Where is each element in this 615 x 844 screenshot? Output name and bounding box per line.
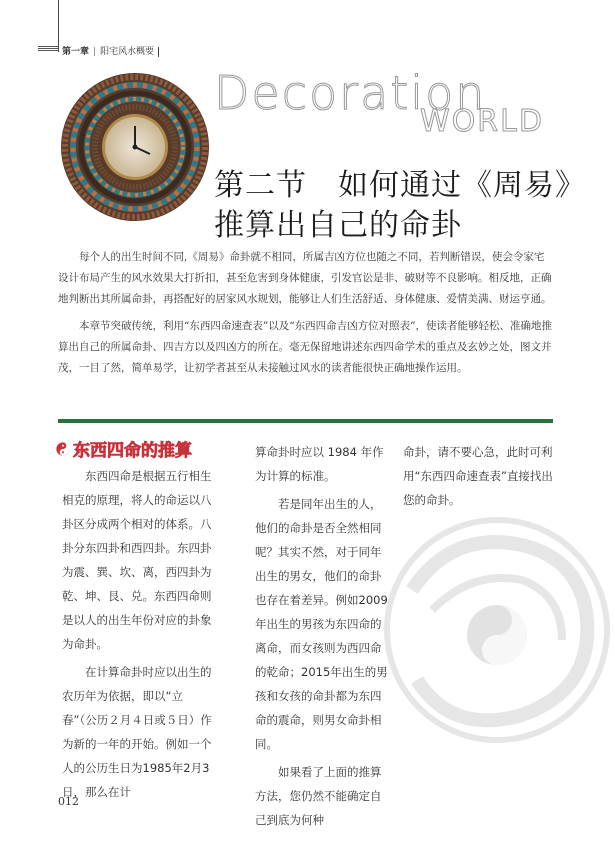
header-vertical-rule — [58, 0, 59, 52]
page-number: 012 — [58, 795, 79, 808]
column-2 — [255, 440, 388, 832]
yin-yang-icon — [56, 442, 70, 456]
dragon-yin-yang-watermark — [372, 500, 615, 760]
green-divider — [58, 419, 553, 423]
section-title-line1: 第二节 如何通过《周易》 — [214, 168, 586, 203]
body-paragraph: 如果看了上面的推算方法，您仍然不能确定自己到底为何种 — [255, 765, 382, 827]
body-paragraph: 在计算命卦时应以出生的农历年为依据，即以“立春”（公历２月４日或５日）作为新的一年的开始。例如一个人的公历生日为1985年2月3日，那么在计 — [62, 665, 212, 799]
subsection-heading-text: 东西四命的推算 — [73, 441, 192, 461]
body-paragraph: 算命卦时应以 1984 年作为计算的标准。 — [255, 445, 384, 483]
decoration-word: Decoration — [214, 66, 487, 120]
clock-photo — [60, 72, 210, 222]
world-word: WORLD — [420, 104, 544, 139]
header-bars-decoration — [38, 46, 58, 52]
subsection-heading — [56, 436, 192, 461]
intro-text — [58, 247, 553, 379]
body-paragraph: 命卦，请不要心急，此时可利用“东西四命速查表”直接找出您的命卦。 — [403, 445, 553, 507]
column-1 — [62, 464, 214, 804]
running-header: 第一章 | 阳宅风水概要 — [62, 44, 159, 57]
body-paragraph: 若是同年出生的人，他们的命卦是否全然相同呢？其实不然，对于同年出生的男女，他们的命卦也存在着差异。例如2009年出生的男孩为东四命的离命，而女孩则为西四命的乾命；2015年出生的男孩和女孩的命卦都为东四命的震命，则男女命卦相同。 — [255, 497, 388, 751]
chapter-label: 第一章 — [62, 47, 90, 57]
intro-paragraph: 本章节突破传统，利用“东西四命速查表”以及“东西四命吉凶方位对照表”，使读者能够轻松、准确地推算出自己的所属命卦、四吉方以及四凶方的所在。毫无保留地讲述东西四命学术的重点及玄妙之处，图文并茂，一目了然，简单易学，让初学者甚至从未接触过风水的读者能很快正确地操作运用。 — [58, 320, 552, 374]
section-title-line2: 推算出自己的命卦 — [214, 208, 462, 243]
section-label: 阳宅风水概要 — [100, 47, 155, 57]
body-paragraph: 东西四命是根据五行相生相克的原理，将人的命运以八卦区分成两个相对的体系。八卦分东四卦和西四卦。东四卦为震、巽、坎、离，西四卦为乾、坤、艮、兑。东西四命则是以人的出生年份对应的卦象为命卦。 — [62, 469, 212, 651]
intro-paragraph: 每个人的出生时间不同,《周易》命卦就不相同，所属吉凶方位也随之不同，若判断错误，使会令家宅设计布局产生的风水效果大打折扣，甚至危害到身体健康，引发官讼是非、破财等不良影响。相反地，正确地判断出其所属命卦，再搭配好的居家风水规划，能够让人们生活舒适、身体健康、爱情美满、财运亨通。 — [58, 251, 552, 305]
